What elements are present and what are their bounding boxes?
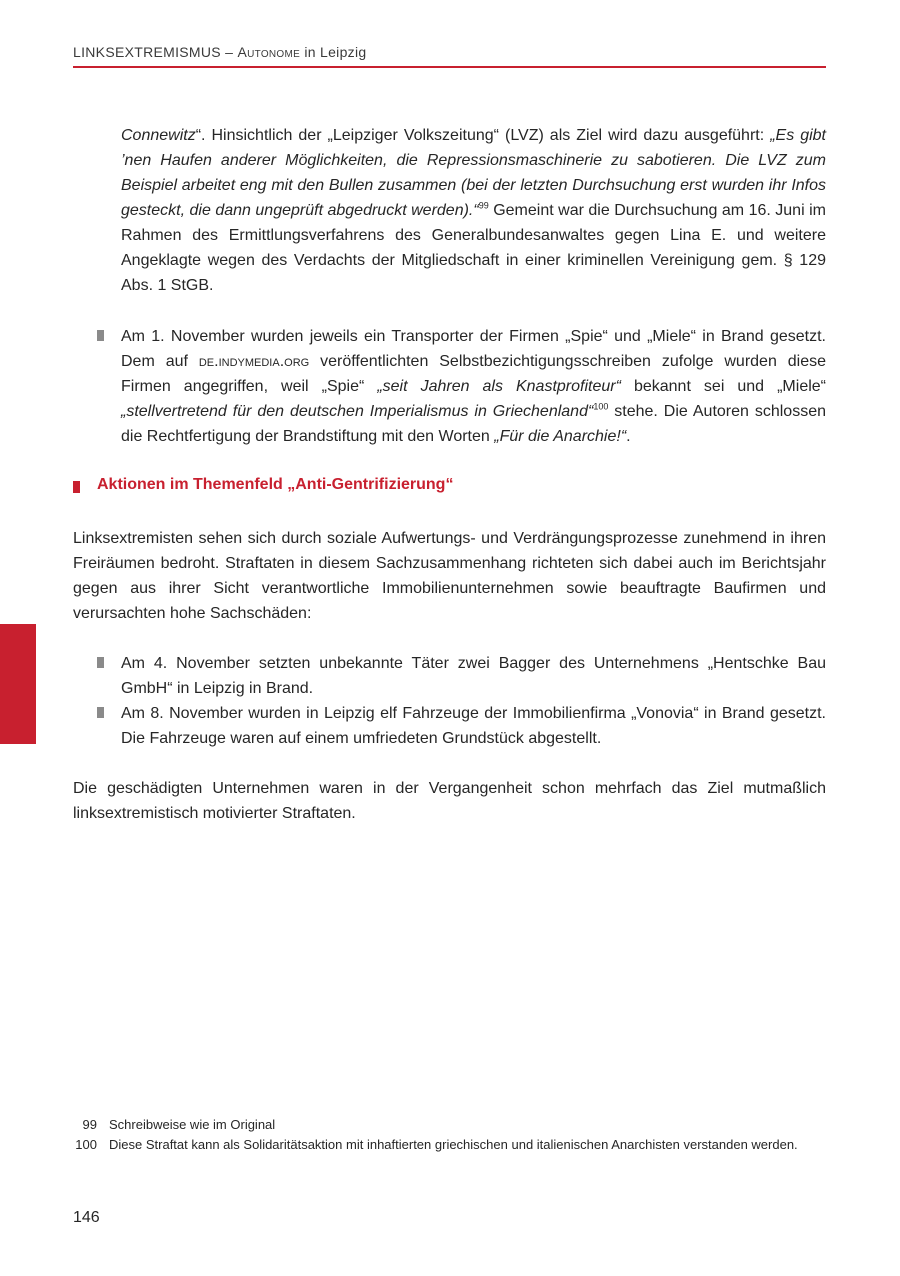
page-number: 146 [73, 1209, 100, 1226]
bullet1-text-5: . [626, 428, 631, 445]
bullet1-text-1: Am 1. November wurden jeweils ein Transporter der Firmen „Spie“ und „Miele“ in Brand gesetzt. Dem auf [121, 328, 826, 370]
section-intro-paragraph: Linksextremisten sehen sich durch soziale Aufwertungs- und Verdrängungsprozesse zunehmend in ihren Freiräumen bedroht. Straftaten in diesem Sachzusammenhang richteten sich dabei auch im Berichtsjahr gegen aus ihrer Sicht verantwortliche Immobilienunternehmen sowie beauftragte Baufirmen und verursachten hohe Sachschäden: [73, 530, 826, 622]
footnote-text: Schreibweise wie im Original [109, 1117, 276, 1132]
closing-paragraph: Die geschädigten Unternehmen waren in der Vergangenheit schon mehrfach das Ziel mutmaßlich linksextremistisch motivierter Straftaten. [73, 780, 826, 822]
bullet1-quote-2: „stellvertretend für den deutschen Imperialismus in Griechenland“ [121, 403, 594, 420]
header-rule [73, 66, 826, 68]
footnote-number: 100 [75, 1137, 97, 1152]
bullet-paragraph-spie-miele [121, 324, 826, 449]
header-subsection: Autonome [237, 44, 301, 60]
footnote-ref-100[interactable]: 100 [593, 401, 609, 412]
intro-italic-word: Connewitz [121, 127, 196, 144]
bullet-marker [97, 657, 104, 668]
intro-quote: „Es gibt ’nen Haufen anderer Möglichkeiten, die Repressionsmaschinerie zu sabotieren. Die LVZ zum Beispiel arbeitet eng mit den Bullen zusammen (bei der letzten Durchsuchung erst wurden ihr Infos gesteckt, die dann ungeprüft abgedruckt werden).“ [121, 127, 826, 219]
intro-text: “. Hinsichtlich der „Leipziger Volkszeitung“ (LVZ) als Ziel wird dazu ausgeführt: [195, 127, 771, 144]
intro-tail: Gemeint war die Durchsuchung am 16. Juni im Rahmen des Ermittlungsverfahrens des Generalbundesanwaltes gegen Lina E. und weitere Angeklagte wegen des Verdachts der Mitgliedschaft in einer kriminellen Vereinigung gem. § 129 Abs. 1 StGB. [121, 202, 826, 294]
list-item: Am 4. November setzten unbekannte Täter zwei Bagger des Unternehmens „Hentschke Bau GmbH“ in Leipzig in Brand. [121, 655, 826, 697]
bullet1-text-4: stehe. Die Autoren schlossen die Rechtfertigung der Brandstiftung mit den Worten [121, 403, 826, 445]
bullet-marker [97, 707, 104, 718]
bullet1-text-3: bekannt sei und „Miele“ [620, 378, 826, 395]
indymedia-site: de.indymedia.org [198, 353, 310, 370]
bullet1-quote-3: „Für die Anarchie!“ [494, 428, 627, 445]
footnote-text: Diese Straftat kann als Solidaritätsaktion mit inhaftierten griechischen und italienischen Anarchisten verstanden werden. [109, 1137, 798, 1152]
list-item: Am 8. November wurden in Leipzig elf Fahrzeuge der Immobilienfirma „Vonovia“ in Brand gesetzt. Die Fahrzeuge waren auf einem umfriedeten Grundstück abgestellt. [121, 705, 826, 747]
bullet1-text-2: veröffentlichten Selbstbezichtigungsschreiben zufolge wurden diese Firmen angegriffen, weil „Spie“ [121, 353, 827, 395]
header-section: LINKSEXTREMISMUS [73, 44, 221, 60]
header-separator: – [225, 44, 234, 60]
bullet1-quote-1: „seit Jahren als Knastprofiteur“ [377, 378, 621, 395]
chapter-side-tab [0, 624, 36, 744]
intro-paragraph [121, 123, 826, 298]
running-header [73, 44, 826, 60]
header-location: in Leipzig [304, 44, 367, 60]
bullet-marker [97, 330, 104, 341]
section-heading: Aktionen im Themenfeld „Anti-Gentrifizierung“ [97, 476, 454, 493]
footnote-number: 99 [82, 1117, 97, 1132]
section-marker [73, 481, 80, 493]
footnote-ref-99[interactable]: 99 [478, 200, 489, 211]
